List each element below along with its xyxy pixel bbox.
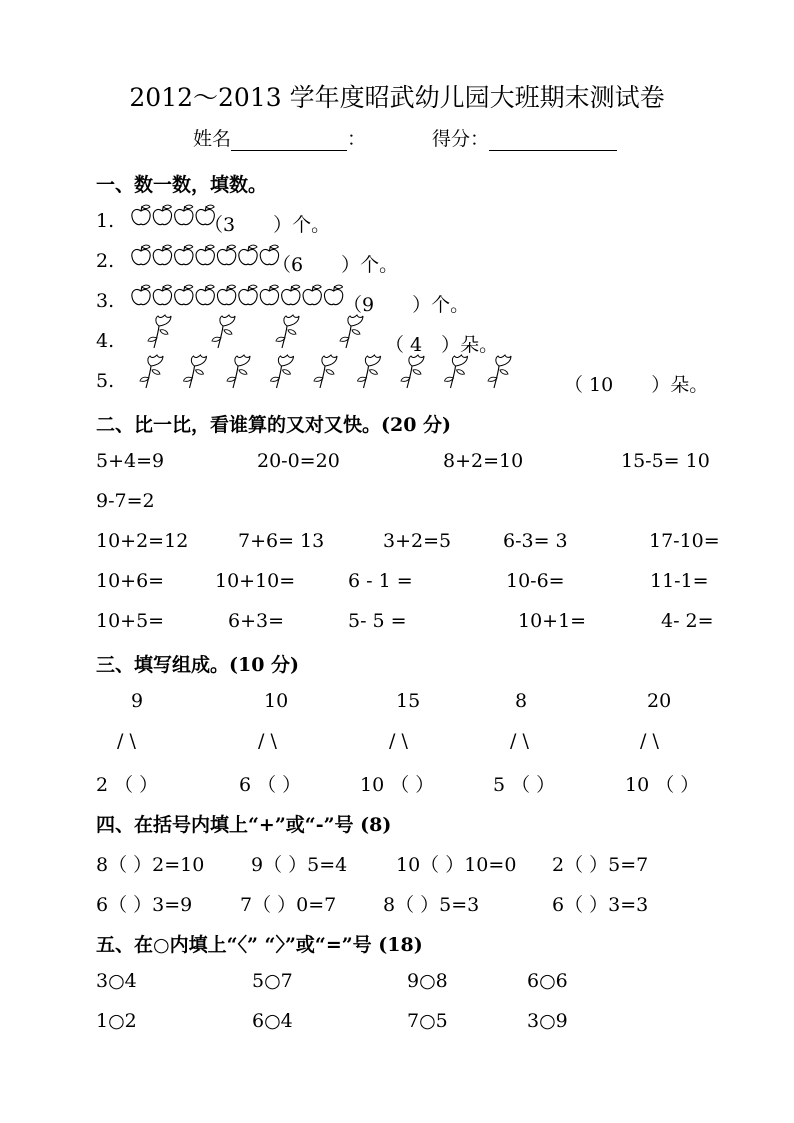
- s2-expr: 6+3=: [228, 610, 285, 632]
- apple-icon: [153, 285, 171, 305]
- apple-row-3: [130, 284, 345, 308]
- s2-expr: 10+5=: [96, 610, 165, 632]
- flower-icon: [488, 355, 511, 388]
- s3-top: 10: [264, 690, 289, 712]
- s2-expr: 5+4=9: [96, 450, 165, 472]
- s4-expr: 2（ ）5=7: [552, 854, 649, 876]
- s4-expr: 9（ ）5=4: [251, 854, 348, 876]
- flower-group: [146, 314, 366, 350]
- apple-icon: [153, 205, 171, 225]
- s1-num-1: 1.: [96, 210, 115, 232]
- apple-icon: [175, 245, 193, 265]
- s3-branch: / \: [510, 730, 529, 752]
- s4-expr: 7（ ）0=7: [240, 894, 337, 916]
- section3-heading: 三、填写组成。(10 分): [96, 654, 300, 676]
- s4-expr: 8（ ）5=3: [383, 894, 480, 916]
- s2-expr: 10-6=: [506, 570, 565, 592]
- apple-icon: [217, 245, 235, 265]
- s3-top: 20: [647, 690, 672, 712]
- section5-heading: 五、在○内填上“〈” “〉”或“=”号 (18): [96, 934, 423, 956]
- apple-icon: [239, 245, 257, 265]
- s5-expr: 3○9: [527, 1010, 568, 1032]
- s2-expr: 10+10=: [215, 570, 296, 592]
- apple-group: [130, 284, 345, 308]
- s2-expr: 20-0=20: [257, 450, 340, 472]
- s2-expr: 6-3= 3: [503, 530, 568, 552]
- flower-icon: [401, 355, 424, 388]
- s4-expr: 6（ ）3=3: [552, 894, 649, 916]
- s3-top: 8: [515, 690, 528, 712]
- s3-bottom: 6 （ ）: [239, 774, 302, 796]
- s3-top: 9: [131, 690, 144, 712]
- flower-icon: [314, 355, 337, 388]
- score-label: 得分：: [432, 128, 490, 150]
- s5-expr: 9○8: [407, 970, 448, 992]
- s3-branch: / \: [117, 730, 136, 752]
- s2-expr: 17-10=: [649, 530, 720, 552]
- apple-icon: [260, 285, 278, 305]
- s4-expr: 10（ ）10=0: [396, 854, 517, 876]
- flower-row-5: [138, 354, 514, 390]
- flower-icon: [184, 355, 207, 388]
- s2-expr: 8+2=10: [443, 450, 524, 472]
- apple-icon: [175, 285, 193, 305]
- s1-num-2: 2.: [96, 250, 115, 272]
- section2-heading: 二、比一比，看谁算的又对又快。(20 分): [96, 414, 452, 436]
- apple-icon: [132, 245, 150, 265]
- student-info: [193, 124, 366, 151]
- flower-icon: [140, 355, 163, 388]
- s2-expr: 4- 2=: [661, 610, 714, 632]
- section4-heading: 四、在括号内填上“+”或“-”号 (8): [96, 814, 392, 836]
- s3-bottom: 10 （ ）: [625, 774, 700, 796]
- apple-icon: [282, 285, 300, 305]
- s2-expr: 7+6= 13: [238, 530, 325, 552]
- s1-answer-5: （ 10 ）朵。: [564, 374, 709, 396]
- s1-answer-3: （9 ）个。: [343, 294, 470, 316]
- s2-expr: 10+6=: [96, 570, 165, 592]
- s3-top: 15: [396, 690, 421, 712]
- s5-expr: 7○5: [407, 1010, 448, 1032]
- s2-expr: 15-5= 10: [621, 450, 710, 472]
- s3-bottom: 2 （ ）: [96, 774, 159, 796]
- flower-icon: [148, 315, 171, 348]
- s1-num-5: 5.: [96, 370, 115, 392]
- apple-icon: [303, 285, 321, 305]
- apple-icon: [217, 285, 235, 305]
- s2-expr: 5- 5 =: [348, 610, 407, 632]
- section1-heading: 一、数一数，填数。: [96, 174, 268, 196]
- apple-icon: [132, 205, 150, 225]
- flower-icon: [271, 355, 294, 388]
- apple-icon: [132, 285, 150, 305]
- apple-icon: [175, 205, 193, 225]
- s5-expr: 3○4: [96, 970, 137, 992]
- page-title: 2012～2013 学年度昭武幼儿园大班期末测试卷: [129, 83, 665, 112]
- s4-expr: 6（ ）3=9: [96, 894, 193, 916]
- apple-row-2: [130, 244, 280, 268]
- s2-expr: 10+2=12: [96, 530, 189, 552]
- s3-branch: / \: [640, 730, 659, 752]
- flower-icon: [358, 355, 381, 388]
- s5-expr: 6○6: [527, 970, 568, 992]
- flower-icon: [445, 355, 468, 388]
- s2-expr: 6 - 1 =: [348, 570, 413, 592]
- apple-icon: [196, 245, 214, 265]
- flower-icon: [212, 315, 235, 348]
- name-label: 姓名: [193, 128, 232, 150]
- s3-branch: / \: [389, 730, 408, 752]
- apple-icon: [324, 285, 342, 305]
- score-blank[interactable]: [489, 132, 617, 151]
- s3-branch: / \: [258, 730, 277, 752]
- score-info: [432, 124, 617, 151]
- flower-icon: [227, 355, 250, 388]
- s5-expr: 1○2: [96, 1010, 137, 1032]
- apple-icon: [239, 285, 257, 305]
- name-blank[interactable]: [231, 132, 347, 151]
- s2-expr: 11-1=: [650, 570, 709, 592]
- s3-bottom: 10 （ ）: [360, 774, 435, 796]
- flower-group: [138, 354, 514, 390]
- apple-icon: [153, 245, 171, 265]
- s5-expr: 5○7: [252, 970, 293, 992]
- s2-expr: 9-7=2: [96, 490, 155, 512]
- s2-expr: 3+2=5: [383, 530, 452, 552]
- flower-icon: [276, 315, 299, 348]
- flower-row-4: [146, 314, 366, 350]
- s1-answer-2: （6 ）个。: [272, 254, 399, 276]
- s3-bottom: 5 （ ）: [493, 774, 556, 796]
- s1-answer-1: （3 ）个。: [204, 214, 331, 236]
- name-colon: ：: [347, 128, 367, 150]
- flower-icon: [340, 315, 363, 348]
- s1-num-3: 3.: [96, 290, 115, 312]
- s1-answer-4: （ 4 ）朵。: [385, 334, 499, 356]
- apple-group: [130, 244, 280, 268]
- s5-expr: 6○4: [252, 1010, 293, 1032]
- s1-num-4: 4.: [96, 330, 115, 352]
- s2-expr: 10+1=: [518, 610, 587, 632]
- apple-icon: [196, 285, 214, 305]
- s4-expr: 8（ ）2=10: [96, 854, 205, 876]
